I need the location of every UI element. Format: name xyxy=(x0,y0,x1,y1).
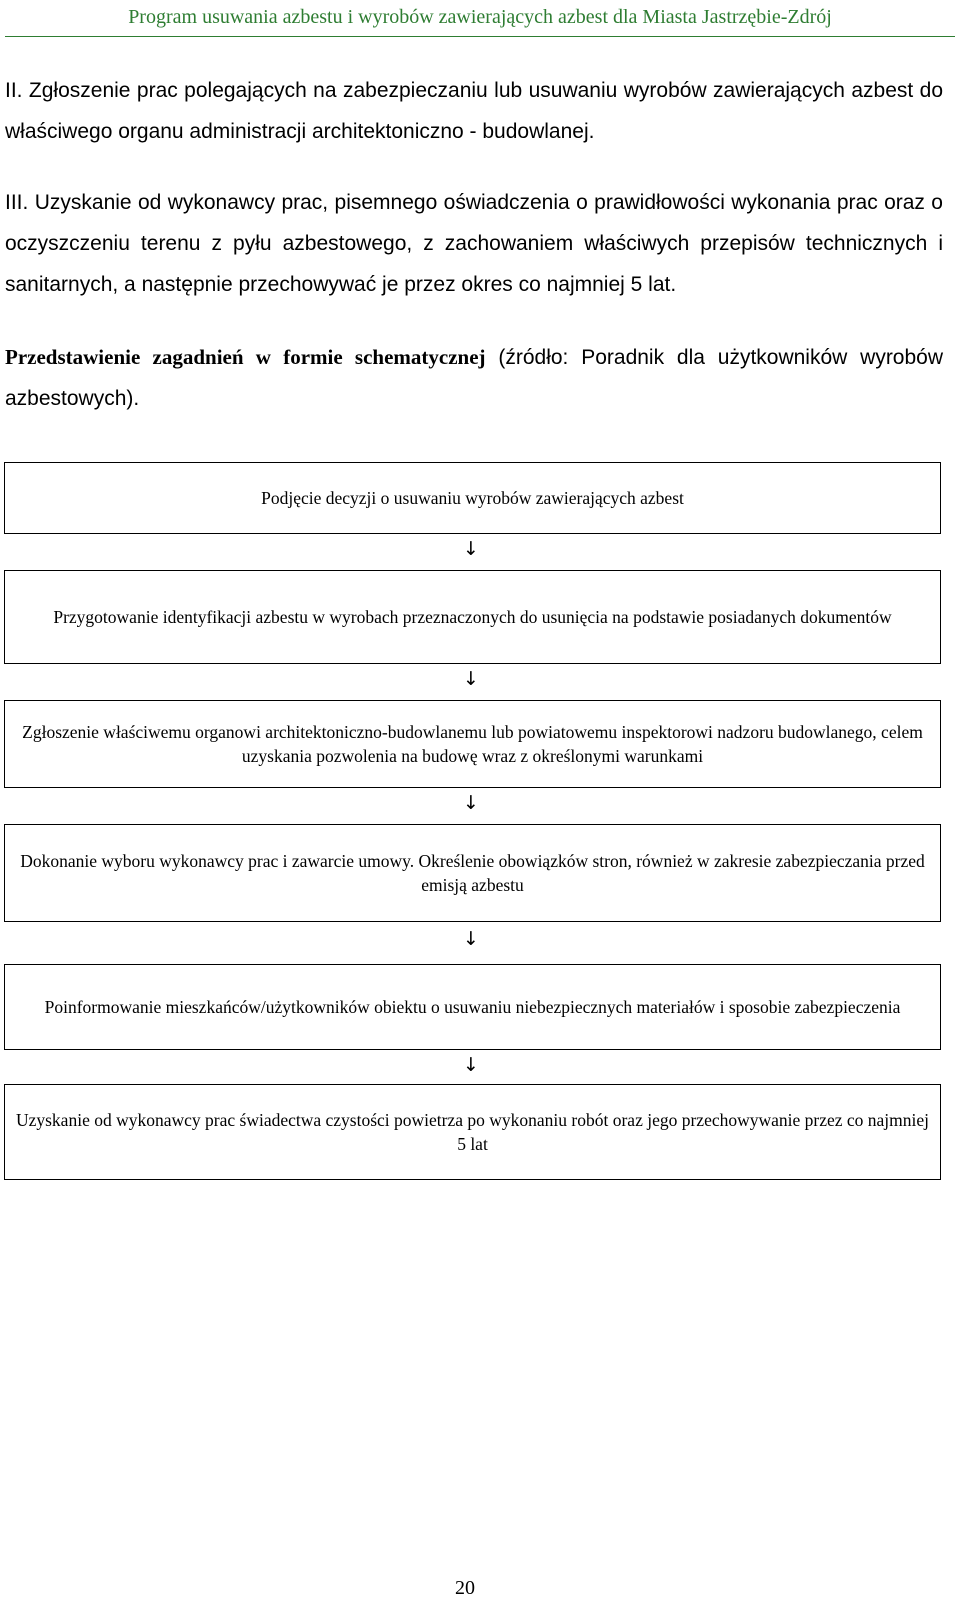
flow-arrow-4: ↓ xyxy=(463,928,479,950)
page-number: 20 xyxy=(455,1577,475,1599)
flow-step-certificate: Uzyskanie od wykonawcy prac świadectwa czystości powietrza po wykonaniu robót oraz jego przechowywanie przez co najmniej 5 lat xyxy=(4,1084,941,1180)
schema-heading xyxy=(5,337,943,419)
schema-heading-source: (źródło: Poradnik dla użytkowników wyrobów azbestowych). xyxy=(5,346,944,410)
flow-arrow-2: ↓ xyxy=(463,668,479,690)
schema-heading-bold: Przedstawienie zagadnień w formie schematycznej xyxy=(5,345,486,369)
flow-step-information: Poinformowanie mieszkańców/użytkowników obiektu o usuwaniu niebezpiecznych materiałów i sposobie zabezpieczenia xyxy=(4,964,941,1050)
paragraph-iii: III. Uzyskanie od wykonawcy prac, pisemnego oświadczenia o prawidłowości wykonania prac oraz o oczyszczeniu terenu z pyłu azbestowego, z zachowaniem właściwych przepisów technicznych i sanitarnych, a następnie przechowywać je przez okres co najmniej 5 lat. xyxy=(5,191,943,296)
paragraph-ii: II. Zgłoszenie prac polegających na zabezpieczaniu lub usuwaniu wyrobów zawierających azbest do właściwego organu administracji architektoniczno - budowlanej. xyxy=(5,79,943,143)
flow-step-notification: Zgłoszenie właściwemu organowi architektoniczno-budowlanemu lub powiatowemu inspektorowi nadzoru budowlanego, celem uzyskania pozwolenia na budowę wraz z określonymi warunkami xyxy=(4,700,941,788)
flow-arrow-5: ↓ xyxy=(463,1054,479,1076)
flow-step-identification: Przygotowanie identyfikacji azbestu w wyrobach przeznaczonych do usunięcia na podstawie posiadanych dokumentów xyxy=(4,570,941,664)
flow-arrow-1: ↓ xyxy=(463,538,479,560)
flow-step-decision: Podjęcie decyzji o usuwaniu wyrobów zawierających azbest xyxy=(4,462,941,534)
document-header: Program usuwania azbestu i wyrobów zawierających azbest dla Miasta Jastrzębie-Zdrój xyxy=(128,6,832,28)
flow-step-contractor: Dokonanie wyboru wykonawcy prac i zawarcie umowy. Określenie obowiązków stron, również w zakresie zabezpieczania przed emisją azbestu xyxy=(4,824,941,922)
flow-arrow-3: ↓ xyxy=(463,792,479,814)
header-divider xyxy=(5,36,955,37)
